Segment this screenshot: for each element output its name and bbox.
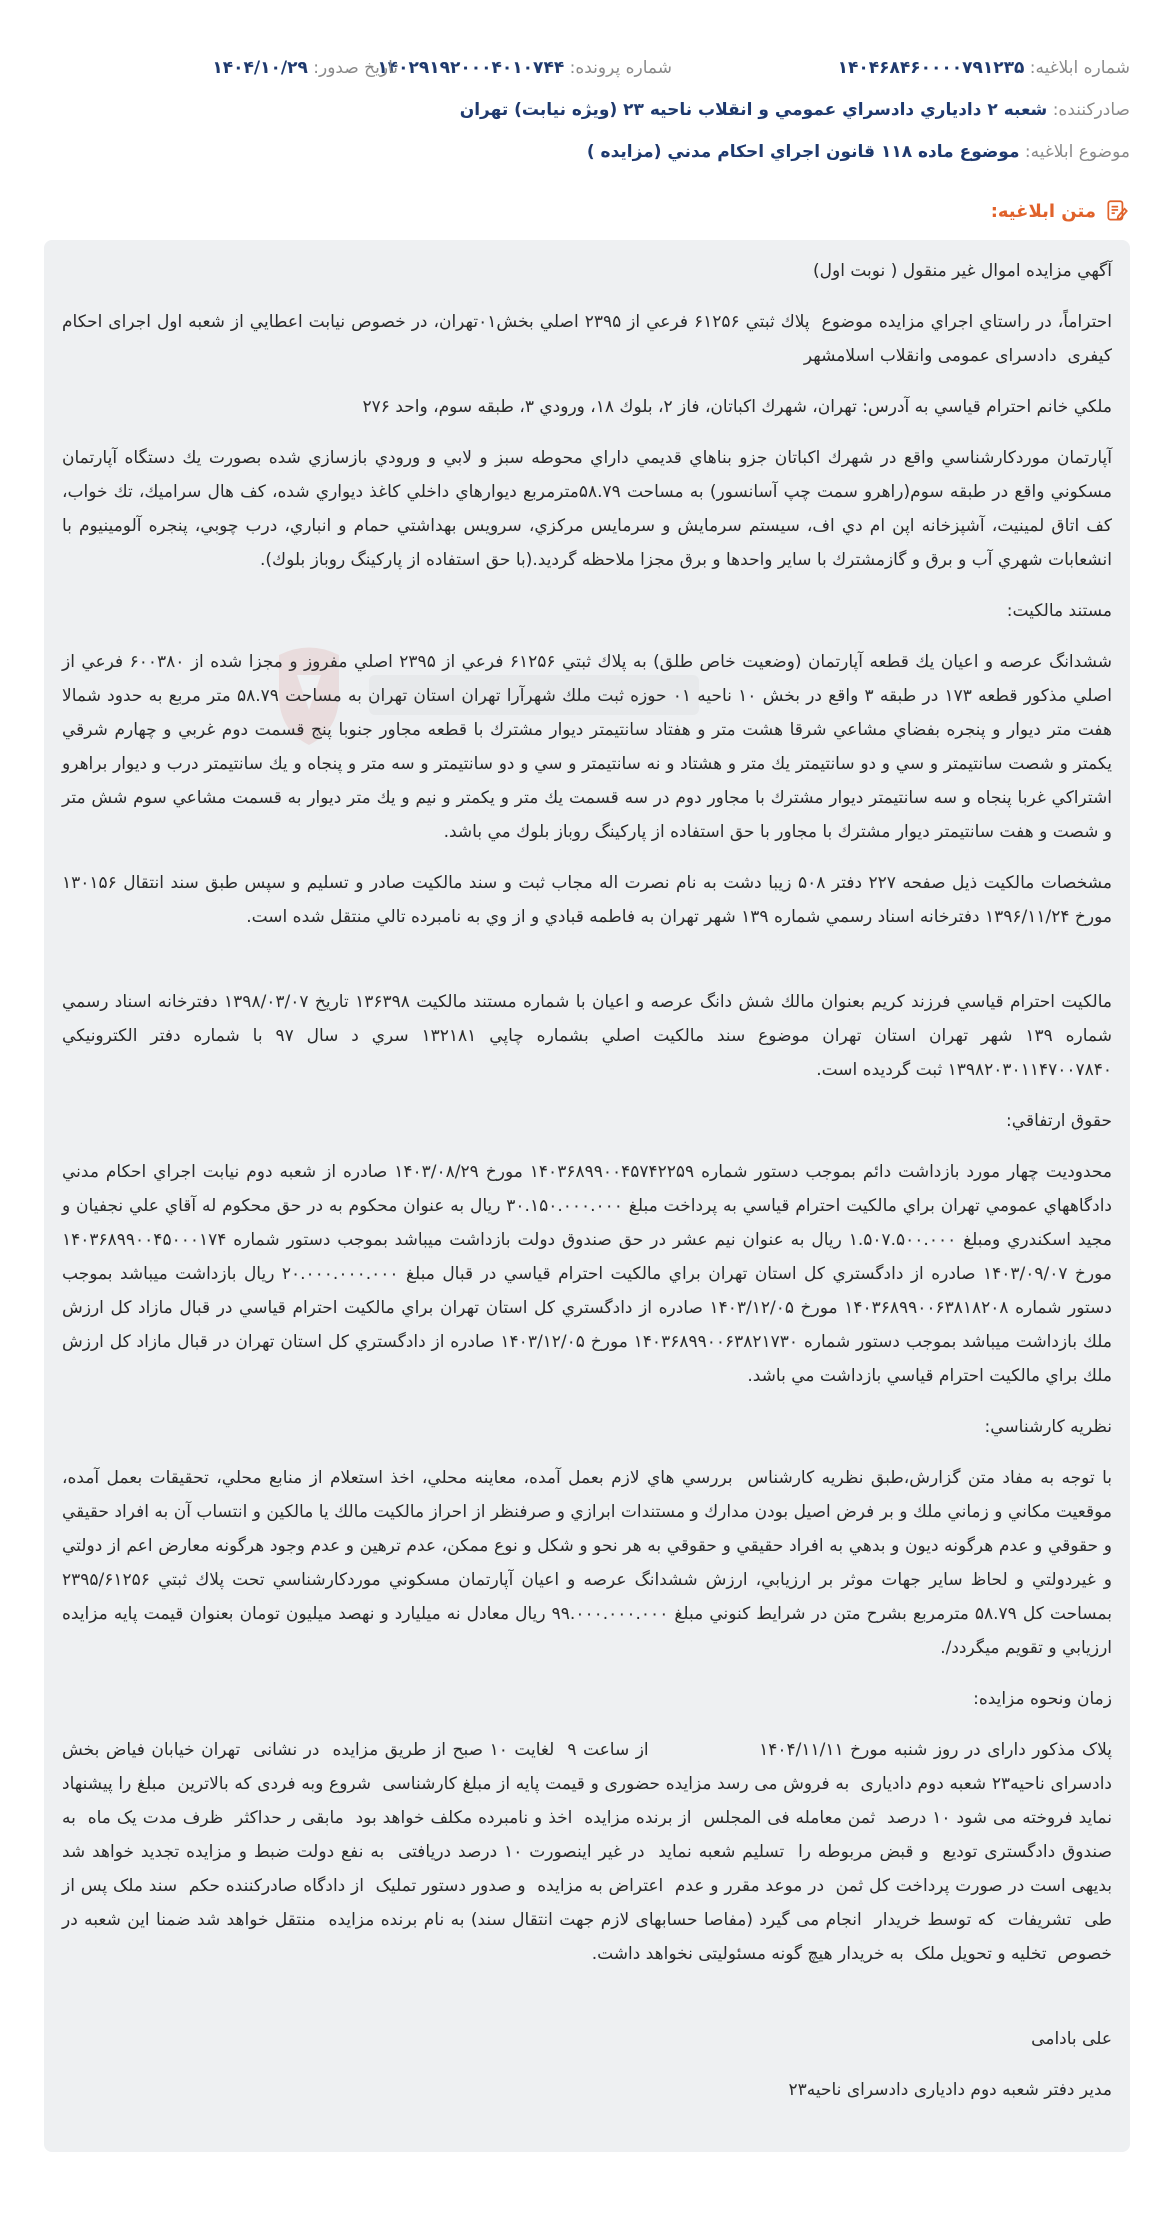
paragraph-expert-opinion: با توجه به مفاد متن گزارش،طبق نظريه كارشناس بررسي هاي لازم بعمل آمده، معاينه محلي، اخذ استعلام از منابع محلي، تحقيقات بعمل آمده، موقعيت مكاني و زماني ملك و بر فرض اصيل بودن مدارك و مستندات ابرازي و صرفنظر از احراز مالكيت مالك يا مالكين و انتساب آن به افراد حقيقي و حقوقي و عدم هرگونه ديون و بدهي به افراد حقيقي و حقوقي به هر نحو و شكل و نوع ممكن، عدم ترهين و عدم وجود هرگونه معارض اعم از دولتي و غيردولتي و لحاظ ساير جهات موثر بر ارزيابي، ارزش ششدانگ عرصه و اعيان آپارتمان مسكوني موردكارشناسي تحت پلاك ثبتي ۲۳۹۵/۶۱۲۵۶ بمساحت كل ۵۸.۷۹ مترمربع بشرح متن در شرايط كنوني مبلغ ۹۹.۰۰۰.۰۰۰.۰۰۰ ريال معادل نه ميليارد و نهصد ميليون تومان بعنوان قيمت پايه مزايده ارزيابي و تقويم ميگردد/. [56, 1468, 1112, 1658]
case-number-value: ۱۴۰۲۹۱۹۲۰۰۰۴۰۱۰۷۴۴ [377, 58, 565, 78]
issue-date-label: تاریخ صدور: [313, 58, 398, 78]
paragraph-address: ملكي خانم احترام قياسي به آدرس: تهران، شهرك اكباتان، فاز ۲، بلوك ۱۸، ورودي ۳، طبقه سوم، واحد ۲۷۶ [362, 397, 1112, 417]
case-number [377, 54, 672, 82]
paragraph-ownership-details: مشخصات مالكيت ذيل صفحه ۲۲۷ دفتر ۵۰۸ زيبا دشت به نام نصرت اله مجاب ثبت و سند مالكيت صادر و تسليم و سپس طبق سند انتقال ۱۳۰۱۵۶ مورخ ۱۳۹۶/۱۱/۲۴ دفترخانه اسناد رسمي شماره ۱۳۹ شهر تهران به فاطمه قبادي و از وي به نامبرده تالي منتقل شده است. [56, 873, 1113, 927]
paragraph-intro: احتراماً، در راستاي اجراي مزايده موضوع پلاك ثبتي ۶۱۲۵۶ فرعي از ۲۳۹۵ اصلي بخش۰۱تهران، در خصوص نيابت اعطايي از شعبه اول اجرای احکام کيفری دادسرای عمومی وانقلاب اسلامشهر [56, 312, 1113, 366]
subject-label: موضوع ابلاغیه: [1024, 142, 1130, 162]
signer-title: مدیر دفتر شعبه دوم دادیاری دادسرای ناحیه۲۳ [788, 2080, 1112, 2100]
signer-name: علی بادامی [1031, 2029, 1112, 2049]
case-number-label: شماره پرونده: [569, 58, 672, 78]
paragraph-easements: محدوديت چهار مورد بازداشت دائم بموجب دستور شماره ۱۴۰۳۶۸۹۹۰۰۴۵۷۴۲۲۵۹ مورخ ۱۴۰۳/۰۸/۲۹ صادره از شعبه دوم نيابت اجراي احكام مدني دادگاههاي عمومي تهران براي مالكيت احترام قياسي به پرداخت مبلغ ۳۰.۱۵۰.۰۰۰.۰۰۰ ريال به عنوان محكوم به در حق محكوم له آقاي علي نجفيان و مجيد اسكندري ومبلغ ۱.۵۰۷.۵۰۰.۰۰۰ ريال به عنوان نيم عشر در حق صندوق دولت بازداشت ميباشد بموجب دستور شماره ۱۴۰۳۶۸۹۹۰۰۴۵۰۰۰۱۷۴ مورخ ۱۴۰۳/۰۹/۰۷ صادره از دادگستري كل استان تهران براي مالكيت احترام قياسي در قبال مبلغ ۲۰.۰۰۰.۰۰۰.۰۰۰ ريال بازداشت ميباشد بموجب دستور شماره ۱۴۰۳۶۸۹۹۰۰۶۳۸۱۸۲۰۸ مورخ ۱۴۰۳/۱۲/۰۵ صادره از دادگستري كل استان تهران براي مالكيت احترام قياسي در قبال مازاد كل ارزش ملك بازداشت ميباشد بموجب دستور شماره ۱۴۰۳۶۸۹۹۰۰۶۳۸۲۱۷۳۰ مورخ ۱۴۰۳/۱۲/۰۵ صادره از دادگستري كل استان تهران در قبال مازاد كل ارزش ملك براي مالكيت احترام قياسي بازداشت مي باشد. [56, 1162, 1113, 1386]
issuer-row [44, 96, 1130, 124]
notice-body-box [44, 240, 1130, 2152]
notice-number-label: شماره ابلاغيه: [1029, 58, 1130, 78]
heading-auction-time: زمان ونحوه مزايده: [973, 1689, 1112, 1709]
heading-easements: حقوق ارتفاقي: [1006, 1111, 1112, 1131]
section-title [991, 198, 1130, 224]
notice-body [51, 254, 1113, 2107]
paragraph-ownership-doc: ششدانگ عرصه و اعيان يك قطعه آپارتمان (وضعيت خاص طلق) به پلاك ثبتي ۶۱۲۵۶ فرعي از ۲۳۹۵ اصلي مفروز و مجزا شده از ۶۰۰۳۸۰ فرعي از اصلي مذكور قطعه ۱۷۳ در طبقه ۳ واقع در بخش ۱۰ ناحيه ۰۱ حوزه ثبت ملك شهرآرا تهران استان تهران به مساحت ۵۸.۷۹ متر مربع به حدود شمالا هفت متر ديوار و پنجره بفضاي مشاعي شرقا هشت متر و هفتاد سانتيمتر ديوار مشترك با قطعه مجاور جنوبا پنج قسمت دوم غربي و چهارم شرقي يكمتر و شصت سانتيمتر و سي و دو سانتيمتر يك متر و هشتاد و نه سانتيمتر و سي و دو سانتيمتر و سه متر و پنجاه و يك سانتيمتر درب و ديوار براهرو اشتراكي غربا پنجاه و سه سانتيمتر ديوار مشترك با مجاور دوم در سه قسمت يك متر و يكمتر و نيم و يك متر ديوار به قسمت مشاعي سوم شش متر و شصت و هفت سانتيمتر ديوار مشترك با مجاور با حق استفاده از پاركينگ روباز بلوك مي باشد. [56, 652, 1113, 842]
heading-ownership-doc: مستند مالكيت: [1006, 601, 1112, 621]
paragraph-auction-time: پلاک مذکور دارای در روز شنبه مورخ ۱۴۰۴/۱۱/۱۱ از ساعت ۹ لغایت ۱۰ صبح از طریق مزایده در نشانی تهران خیابان فیاض بخش دادسرای ناحیه۲۳ شعبه دوم دادیاری به فروش می رسد مزایده حضوری و قیمت پایه از مبلغ کارشناسی شروع وبه فردی که بالاترین مبلغ را پیشنهاد نماید فروخته می شود ۱۰ درصد ثمن معامله فی المجلس از برنده مزایده اخذ و نامبرده مکلف خواهد بود مابقی ر حداکثر ظرف مدت یک ماه به صندوق دادگستری تودیع و قبض مربوطه را تسلیم شعبه نماید در غیر اینصورت ۱۰ درصد دریافتی به نفع دولت ضبط و مزایده تجدید خواهد شد بدیهی است در صورت پرداخت کل ثمن در موعد مقرر و عدم اعتراض به مزایده و صدور دستور تملیک از دادگاه صادرکننده حکم سند ملک پس از طی تشریفات که توسط خریدار انجام می گیرد (مفاصا حسابهای لازم جهت انتقال سند) به نام برنده مزایده منتقل خواهد شد ضمنا این شعبه در خصوص تخلیه و تحویل ملک به خریدار هیچ گونه مسئولیتی نخواهد داشت. [51, 1740, 1112, 1964]
subject-row [44, 138, 1130, 166]
issuer-label: صادرکننده: [1052, 100, 1130, 120]
document-edit-icon [1104, 198, 1130, 224]
heading-expert-opinion: نظريه كارشناسي: [984, 1417, 1112, 1437]
notice-number-value: ۱۴۰۴۶۸۴۶۰۰۰۰۷۹۱۲۳۵ [837, 58, 1025, 78]
notice-number [838, 54, 1130, 82]
section-title-text: متن ابلاغیه: [990, 200, 1096, 222]
issuer-value: شعبه ۲ دادياري دادسراي عمومي و انقلاب ناحيه ۲۳ (ويژه نيابت) تهران [459, 100, 1048, 120]
paragraph-ownership: مالكيت احترام قياسي فرزند كريم بعنوان مالك شش دانگ عرصه و اعيان با شماره مستند مالكيت ۱۳۶۳۹۸ تاريخ ۱۳۹۸/۰۳/۰۷ دفترخانه اسناد رسمي شماره ۱۳۹ شهر تهران استان تهران موضوع سند مالكيت اصلي بشماره چاپي ۱۳۲۱۸۱ سري د سال ۹۷ با شماره دفتر الكترونيكي ۱۳۹۸۲۰۳۰۱۱۴۷۰۰۷۸۴۰ ثبت گرديده است. [56, 992, 1112, 1080]
paragraph-description: آپارتمان موردكارشناسي واقع در شهرك اكباتان جزو بناهاي قديمي داراي محوطه سبز و لابي و ورودي بازسازي شده بصورت يك دستگاه آپارتمان مسكوني واقع در طبقه سوم(راهرو سمت چپ آسانسور) به مساحت ۵۸.۷۹مترمربع ديوارهاي داخلي كاغذ ديواري شده، كف هال سراميك، تك خواب، كف اتاق لمينيت، آشپزخانه اپن ام دي اف، سيستم سرمايش و سرمايس مركزي، سرويس بهداشتي حمام و انباري، درب چوبي، پنجره آلومينيوم با انشعابات شهري آب و برق و گازمشترك با ساير واحدها و برق مجزا ملاحظه گرديد.(با حق استفاده از پاركينگ روباز بلوك). [56, 448, 1112, 570]
issue-date [212, 54, 398, 82]
notice-heading: آگهي مزايده اموال غير منقول ( نوبت اول) [813, 261, 1112, 281]
issue-date-value: ۱۴۰۴/۱۰/۲۹ [212, 58, 308, 78]
subject-value: موضوع ماده ۱۱۸ قانون اجراي احكام مدني (مزايده ) [586, 142, 1020, 162]
